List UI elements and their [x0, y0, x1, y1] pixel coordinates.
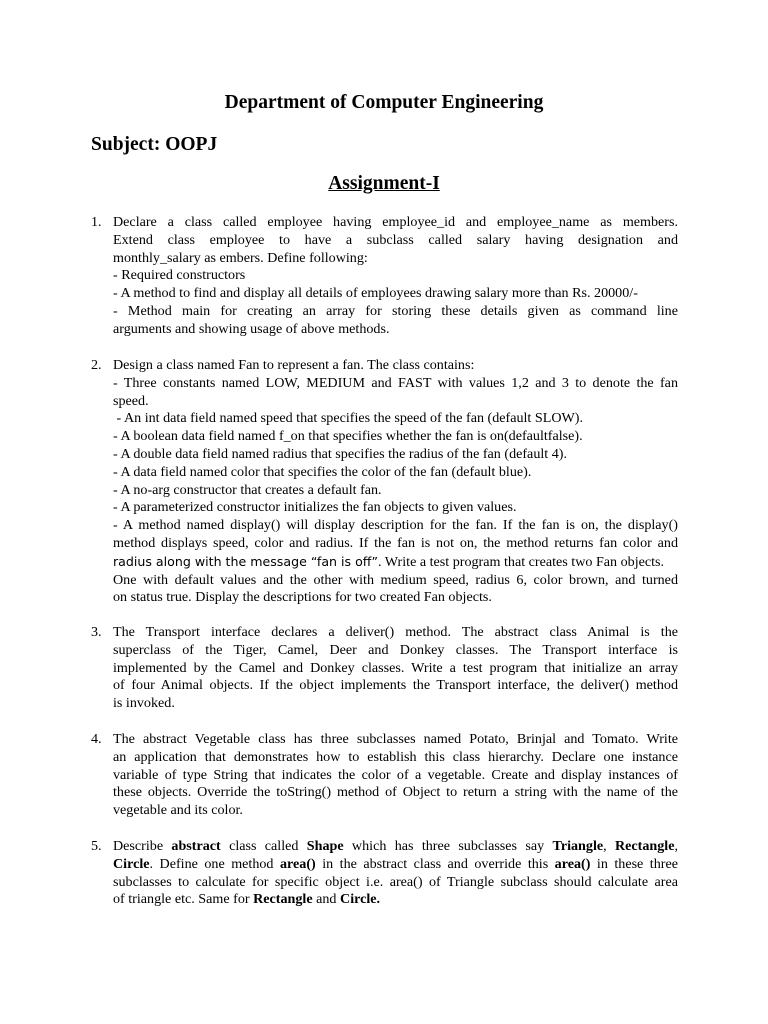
- text-run: which has three subclasses say: [343, 838, 553, 854]
- bold-term: Shape: [306, 838, 344, 854]
- question-number: 2.: [91, 357, 102, 373]
- question-line: - Method main for creating an array for storing these details given as command line: [113, 302, 678, 319]
- bold-term: Triangle: [552, 838, 604, 854]
- question-line: implemented by the Camel and Donkey classes. Write a test program that initialize an array: [113, 659, 678, 676]
- question-line: - An int data field named speed that specifies the speed of the fan (default SLOW).: [113, 410, 584, 427]
- question-1: [91, 214, 678, 339]
- question-line: One with default values and the other with medium speed, radius 6, color brown, and turned: [113, 571, 678, 588]
- text-run: class called: [220, 838, 307, 854]
- question-5: [91, 838, 678, 909]
- question-line: speed.: [113, 392, 149, 409]
- bold-term: Rectangle: [614, 838, 675, 854]
- question-line: variable of type String that indicates the color of a vegetable. Create and display instances of: [113, 766, 678, 783]
- question-line: subclasses to calculate for specific object i.e. area() of Triangle subclass should calculate area: [113, 873, 678, 890]
- question-line: The abstract Vegetable class has three subclasses named Potato, Brinjal and Tomato. Write: [113, 731, 678, 747]
- text-run: ,: [674, 838, 679, 854]
- question-line: superclass of the Tiger, Camel, Deer and Donkey classes. The Transport interface is: [113, 641, 678, 658]
- subject-heading: Subject: OOPJ: [91, 134, 218, 155]
- question-line-mixed: [113, 553, 678, 572]
- handwritten-style-text: radius along with the message “fan is off”: [113, 553, 379, 569]
- question-line: of four Animal objects. If the object implements the Transport interface, the deliver() method: [113, 677, 678, 694]
- question-line: [113, 838, 678, 856]
- question-line: [113, 891, 678, 909]
- question-number: 3.: [91, 624, 102, 640]
- bold-term: area(): [554, 855, 591, 872]
- question-line: method displays speed, color and radius. If the fan is not on, the method returns fan color and: [113, 534, 678, 551]
- question-line: Extend class employee to have a subclass called salary having designation and: [113, 231, 678, 248]
- question-line: Declare a class called employee having employee_id and employee_name as members.: [113, 214, 678, 230]
- text-run: of triangle etc. Same for: [113, 891, 254, 908]
- department-heading: Department of Computer Engineering: [224, 92, 544, 113]
- bold-term: Rectangle: [253, 891, 313, 908]
- assignment-title: Assignment-I: [328, 173, 440, 194]
- question-line: [113, 856, 678, 874]
- question-line: arguments and showing usage of above methods.: [113, 320, 390, 337]
- question-line: vegetable and its color.: [113, 802, 243, 819]
- question-line: - A data field named color that specifies the color of the fan (default blue).: [113, 463, 532, 480]
- question-line: - A double data field named radius that specifies the radius of the fan (default 4).: [113, 445, 567, 462]
- question-line: - A method named display() will display description for the fan. If the fan is on, the display(): [113, 517, 678, 534]
- text-run: . Define one method: [149, 855, 280, 872]
- question-line: on status true. Display the descriptions for two created Fan objects.: [113, 589, 492, 606]
- question-4: [91, 731, 678, 820]
- question-line: - Required constructors: [113, 267, 246, 284]
- question-line: - A parameterized constructor initializes the fan objects to given values.: [113, 499, 517, 516]
- question-line: - A boolean data field named f_on that specifies whether the fan is on(defaultfalse).: [113, 428, 583, 445]
- question-line: monthly_salary as embers. Define following:: [113, 249, 368, 266]
- question-line: Design a class named Fan to represent a fan. The class contains:: [113, 357, 475, 373]
- question-number: 1.: [91, 214, 102, 230]
- question-3: [91, 624, 678, 713]
- bold-term: area(): [279, 855, 316, 872]
- question-line: is invoked.: [113, 695, 175, 712]
- question-line: these objects. Override the toString() method of Object to return a string with the name of the: [113, 784, 678, 801]
- question-line: The Transport interface declares a deliver() method. The abstract class Animal is the: [113, 624, 678, 640]
- question-line-rest: . Write a test program that creates two Fan objects.: [378, 553, 665, 570]
- bold-term: Circle: [113, 855, 150, 872]
- text-run: in these three: [590, 855, 678, 872]
- question-number: 5.: [91, 838, 102, 854]
- question-2: [91, 357, 678, 607]
- question-line: an application that demonstrates how to establish this class hierarchy. Declare one instance: [113, 748, 678, 765]
- text-run: ,: [603, 838, 615, 854]
- text-run: and: [312, 891, 341, 908]
- question-number: 4.: [91, 731, 102, 747]
- bold-term: Circle.: [340, 891, 381, 908]
- question-line: - A method to find and display all details of employees drawing salary more than Rs. 20000/-: [113, 285, 638, 302]
- bold-term: abstract: [171, 838, 221, 854]
- question-line: - A no-arg constructor that creates a default fan.: [113, 481, 382, 498]
- question-line: - Three constants named LOW, MEDIUM and FAST with values 1,2 and 3 to denote the fan: [113, 374, 678, 391]
- text-run: Describe: [113, 838, 172, 854]
- text-run: in the abstract class and override this: [315, 855, 555, 872]
